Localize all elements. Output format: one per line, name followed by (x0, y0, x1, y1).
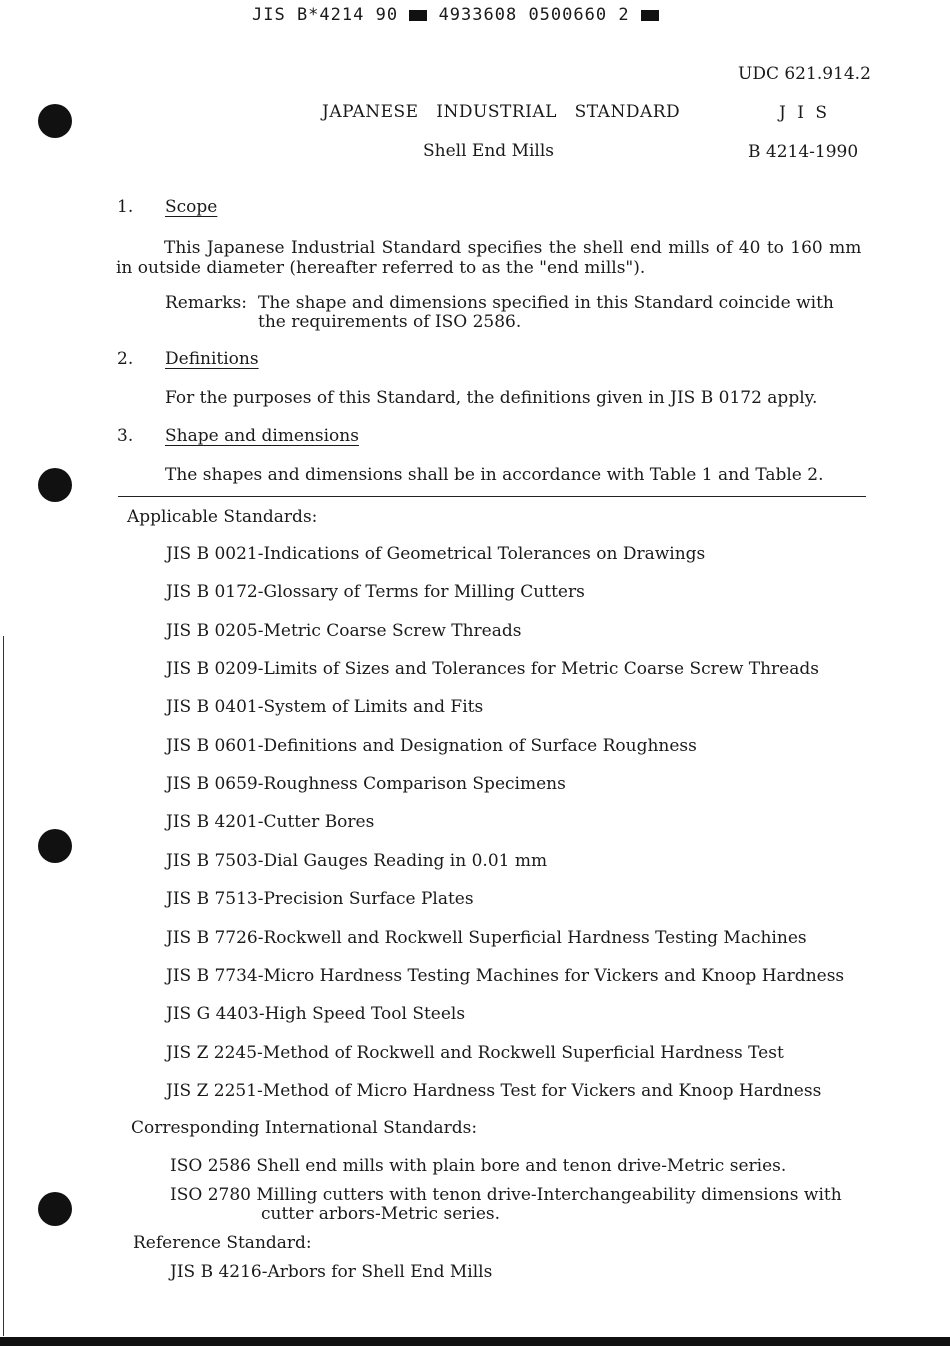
document-header-code (252, 5, 659, 25)
applicable-standard-item: JIS B 0172-Glossary of Terms for Milling Cutters (166, 582, 585, 602)
remarks-line: the requirements of ISO 2586. (258, 312, 522, 332)
header-code-part2: 4933608 0500660 2 (438, 5, 630, 25)
definitions-text: For the purposes of this Standard, the definitions given in JIS B 0172 apply. (165, 388, 818, 408)
applicable-standard-item: JIS B 0401-System of Limits and Fits (166, 697, 484, 717)
applicable-standard-item: JIS B 7726-Rockwell and Rockwell Superficial Hardness Testing Machines (166, 928, 807, 948)
scope-line: This Japanese Industrial Standard specifies the shell end mills of 40 to 160 mm (164, 238, 862, 258)
applicable-standard-item: JIS G 4403-High Speed Tool Steels (166, 1004, 466, 1024)
scan-edge (3, 636, 4, 1336)
scope-paragraph (116, 238, 868, 278)
applicable-standard-item: JIS B 7503-Dial Gauges Reading in 0.01 mm (166, 851, 548, 871)
scope-line: in outside diameter (hereafter referred to as the "end mills"). (116, 258, 646, 278)
barcode-block (409, 10, 427, 21)
section-title-shape: Shape and dimensions (165, 426, 359, 446)
section-number: 3. (117, 426, 134, 446)
remarks-label: Remarks: (165, 293, 247, 313)
section-number: 2. (117, 349, 134, 369)
applicable-standard-item: JIS B 4201-Cutter Bores (166, 812, 375, 832)
applicable-standard-item: JIS B 0209-Limits of Sizes and Tolerances for Metric Coarse Screw Threads (166, 659, 819, 679)
international-heading: Corresponding International Standards: (131, 1118, 478, 1138)
document-subject: Shell End Mills (423, 141, 555, 161)
applicable-standard-item: JIS B 7734-Micro Hardness Testing Machines for Vickers and Knoop Hardness (166, 966, 845, 986)
binder-hole (38, 1192, 72, 1226)
international-item: ISO 2780 Milling cutters with tenon drive-Interchangeability dimensions with (170, 1185, 842, 1205)
applicable-standard-item: JIS B 7513-Precision Surface Plates (166, 889, 474, 909)
standard-number: B 4214-1990 (748, 142, 859, 162)
standard-title: JAPANESE INDUSTRIAL STANDARD (322, 102, 681, 122)
header-code-part1: JIS B*4214 90 (252, 5, 399, 25)
udc-number: UDC 621.914.2 (738, 64, 871, 84)
applicable-standard-item: JIS B 0659-Roughness Comparison Specimens (166, 774, 566, 794)
binder-hole (38, 104, 72, 138)
binder-hole (38, 468, 72, 502)
applicable-heading: Applicable Standards: (127, 507, 318, 527)
international-item-continued: cutter arbors-Metric series. (261, 1204, 501, 1224)
applicable-standard-item: JIS B 0021-Indications of Geometrical Tolerances on Drawings (166, 544, 706, 564)
reference-item: JIS B 4216-Arbors for Shell End Mills (170, 1262, 493, 1282)
section-number: 1. (117, 197, 134, 217)
section-divider (118, 496, 866, 497)
binder-hole (38, 829, 72, 863)
scan-bottom-edge (0, 1337, 950, 1346)
remarks-line: The shape and dimensions specified in this Standard coincide with (258, 293, 834, 313)
section-title-definitions: Definitions (165, 349, 259, 369)
barcode-block (641, 10, 659, 21)
section-title-scope: Scope (165, 197, 218, 217)
applicable-standard-item: JIS Z 2251-Method of Micro Hardness Test for Vickers and Knoop Hardness (166, 1081, 822, 1101)
shape-text: The shapes and dimensions shall be in accordance with Table 1 and Table 2. (165, 465, 824, 485)
international-item: ISO 2586 Shell end mills with plain bore and tenon drive-Metric series. (170, 1156, 787, 1176)
applicable-standard-item: JIS B 0205-Metric Coarse Screw Threads (166, 621, 522, 641)
jis-mark: J I S (779, 103, 830, 123)
reference-heading: Reference Standard: (133, 1233, 312, 1253)
applicable-standard-item: JIS Z 2245-Method of Rockwell and Rockwell Superficial Hardness Test (166, 1043, 784, 1063)
applicable-standard-item: JIS B 0601-Definitions and Designation of Surface Roughness (166, 736, 697, 756)
